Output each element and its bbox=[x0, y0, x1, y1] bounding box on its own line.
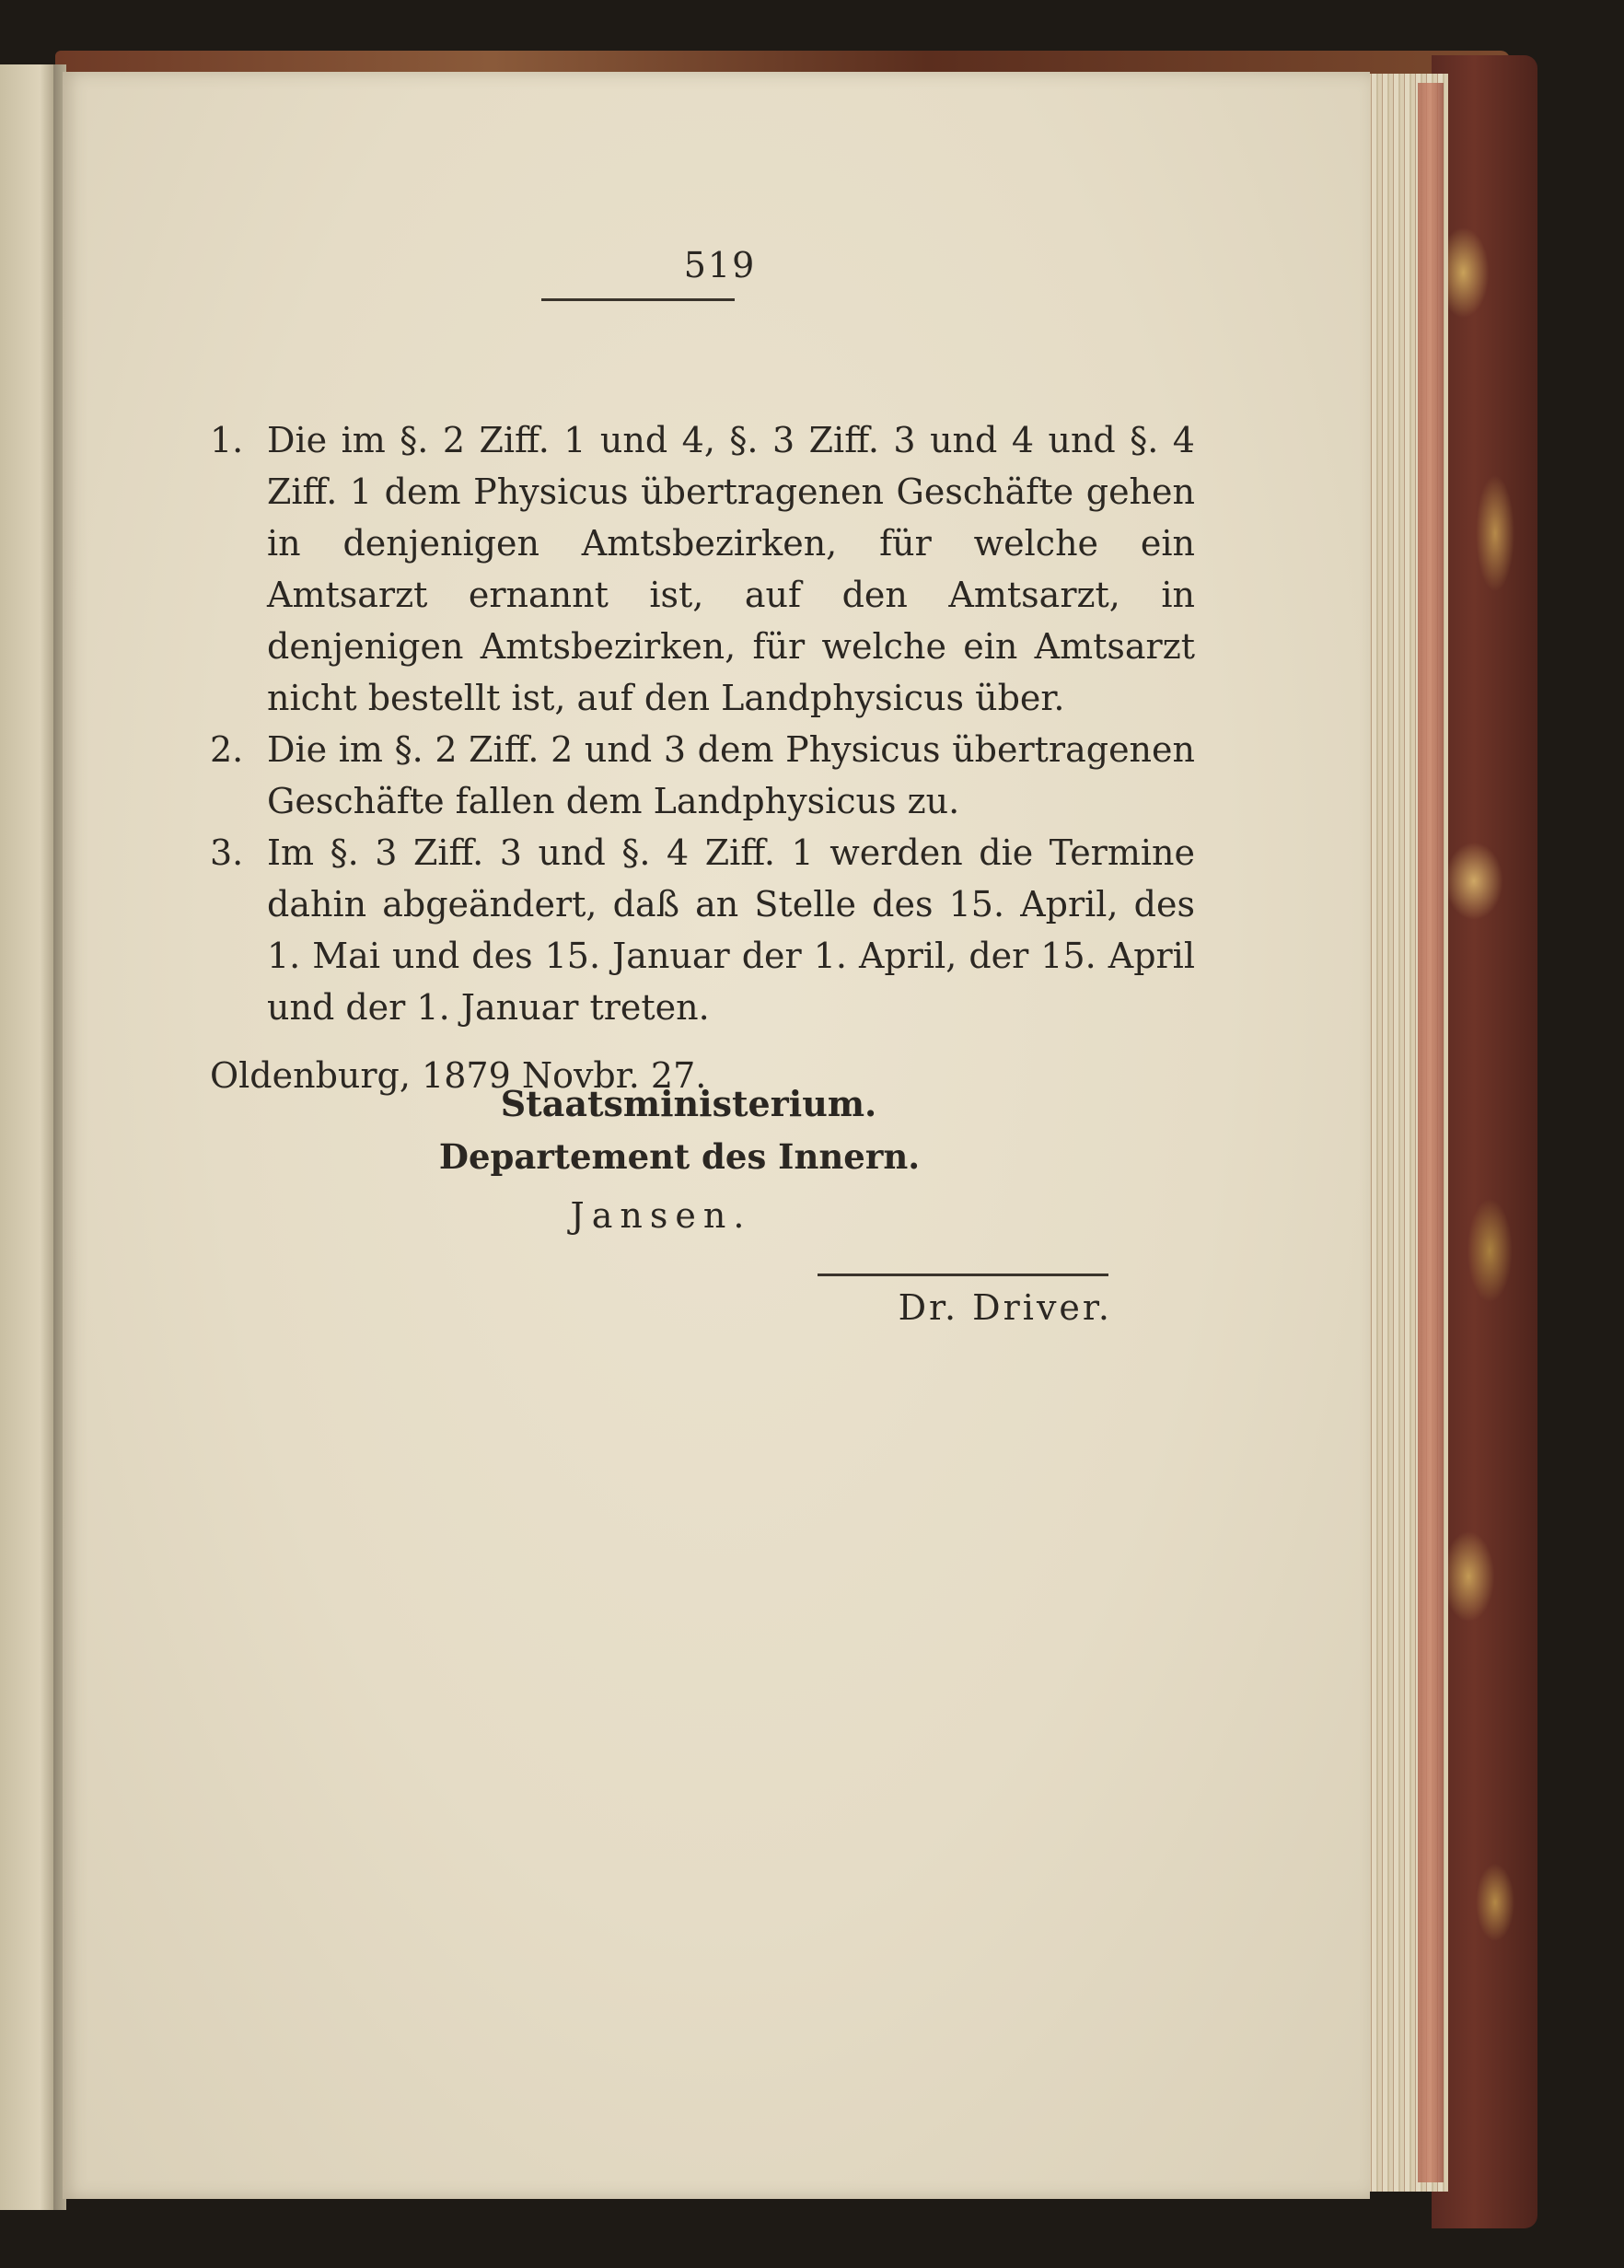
signature-rule bbox=[818, 1274, 1108, 1276]
countersign: Dr. Driver. bbox=[898, 1287, 1112, 1328]
page-number: 519 bbox=[683, 245, 757, 285]
dateline: Oldenburg, 1879 Novbr. 27. bbox=[210, 1055, 707, 1096]
list-item-text: Im §. 3 Ziff. 3 und §. 4 Ziff. 1 werden die Termine dahin abgeändert, daß an Stelle des 15. April, des 1. Mai und des 15. Januar der 1. April, der 15. April und der 1. Januar treten. bbox=[267, 832, 1195, 1028]
signature-department: Departement des Innern. bbox=[438, 1136, 921, 1177]
list-item bbox=[210, 414, 1195, 724]
book-page bbox=[63, 72, 1370, 2199]
signature-ministry: Staatsministerium. bbox=[500, 1083, 877, 1124]
list-item-number: 3. bbox=[210, 832, 244, 873]
red-page-edges bbox=[1418, 83, 1444, 2182]
list-item-number: 2. bbox=[210, 729, 244, 770]
list-item bbox=[210, 724, 1195, 827]
signature-name: Jansen. bbox=[570, 1195, 752, 1236]
page-body bbox=[210, 414, 1195, 1101]
list-item-text: Die im §. 2 Ziff. 2 und 3 dem Physicus übertragenen Geschäfte fallen dem Landphysicus zu. bbox=[267, 729, 1195, 821]
list-item-number: 1. bbox=[210, 420, 244, 460]
list-item bbox=[210, 827, 1195, 1033]
page-number-rule bbox=[541, 298, 735, 301]
list-item-text: Die im §. 2 Ziff. 1 und 4, §. 3 Ziff. 3 und 4 und §. 4 Ziff. 1 dem Physicus übertragenen Geschäfte gehen in denjenigen Amtsbezirken, für welche ein Amtsarzt ernannt ist, auf den Amtsarzt, in denjenigen Amtsbezirken, für welche ein Amtsarzt nicht bestellt ist, auf den Landphysicus über. bbox=[267, 420, 1195, 718]
